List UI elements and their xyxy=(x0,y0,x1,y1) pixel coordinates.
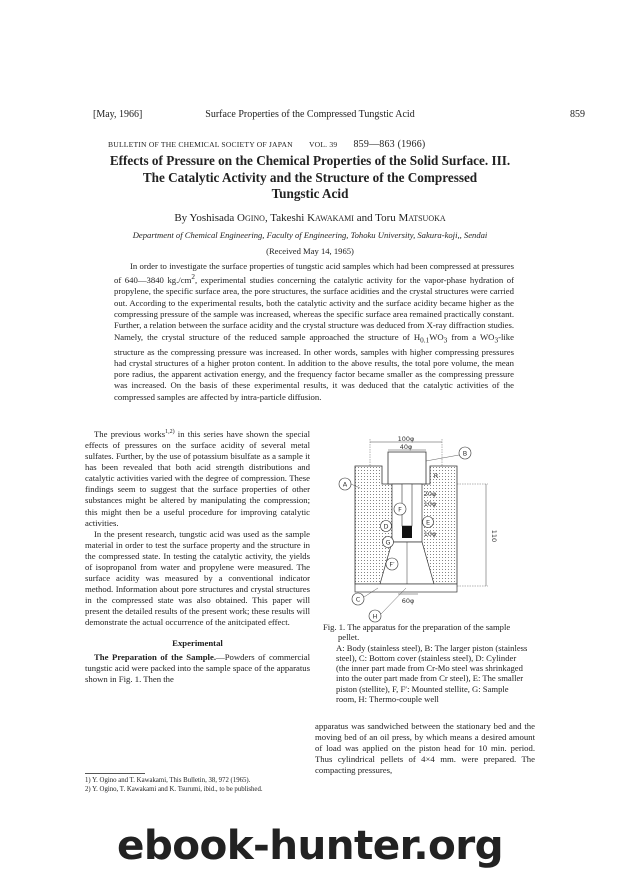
label-g xyxy=(383,537,394,548)
right-column xyxy=(315,721,535,776)
running-header-date: [May, 1966] xyxy=(93,109,143,120)
svg-text:E: E xyxy=(425,518,431,527)
footnotes xyxy=(85,777,310,794)
section-heading: Experimental xyxy=(172,637,223,648)
figure-caption xyxy=(323,622,528,704)
title-line-2: The Catalytic Activity and the Structure of the Compressed xyxy=(142,169,478,185)
footnote-rule xyxy=(85,773,145,774)
paper-title xyxy=(60,153,560,203)
label-d xyxy=(381,521,392,532)
svg-text:D: D xyxy=(383,522,389,531)
sample-room-g xyxy=(402,526,412,538)
svg-text:C: C xyxy=(355,595,361,604)
journal-pages: 859—863 (1966) xyxy=(353,139,426,150)
label-f xyxy=(394,503,406,515)
watermark-banner: ebook-hunter.org xyxy=(117,821,503,869)
svg-text:B: B xyxy=(462,449,468,458)
svg-text:A: A xyxy=(342,480,348,489)
authors-and: and xyxy=(356,212,373,224)
author-2-family: Kawakami xyxy=(307,212,354,224)
left-column xyxy=(85,427,310,685)
svg-text:F: F xyxy=(398,505,402,514)
sub-heading: The Preparation of the Sample. xyxy=(94,651,216,662)
dim-r: R xyxy=(433,472,439,480)
author-1-family: Ogino xyxy=(237,212,265,224)
affiliation: Department of Chemical Engineering, Faculty of Engineering, Tohoku University, Sakura-koji,, Sendai xyxy=(132,230,488,240)
larger-piston-b xyxy=(388,452,426,484)
footnote-2: 2) Y. Ogino, T. Kawakami and K. Tsurumi, ibid., to be published. xyxy=(85,785,263,793)
caption-legend: A: Body (stainless steel), B: The larger piston (stainless steel), C: Bottom cover (stainless steel), D: Cylinder (the inner part made from Cr-Mo steel was shrinkaged into the outer part made from Cr steel), E: The smaller piston (stellite), F, F′: Mounted stellite, G: Sample room, H: Thermo-couple well xyxy=(336,642,528,705)
body-paragraph-1: The previous works$^{1,2)}$ in this series have shown the special effects of pressures on the surface acidity of several metal sulfates. Further, by the use of potassium bisulfate as a sample it has been revealed that both acid strength distributions and catalytic activities varied with the degree of compression. These findings seem to suggest that the surface properties of other substances might be altered by manipulating the compression; this might then be a useful procedure for improving catalytic activities. xyxy=(85,428,310,528)
journal-line xyxy=(108,139,425,150)
label-e xyxy=(423,517,434,528)
author-line: By Yoshisada Ogino, Takeshi Kawakami and Toru Matsuoka xyxy=(174,212,446,224)
author-3-given: Toru xyxy=(375,212,396,224)
dim-20: 20φ xyxy=(423,490,437,498)
received-date: (Received May 14, 1965) xyxy=(266,246,354,256)
svg-text:H: H xyxy=(372,612,378,621)
footnote-1: 1) Y. Ogino and T. Kawakami, This Bulletin, 38, 972 (1965). xyxy=(85,777,251,784)
dim-10b: 10φ xyxy=(423,530,437,538)
author-1-given: Yoshisada xyxy=(189,212,235,224)
author-3-family: Matsuoka xyxy=(398,212,446,224)
authors-by: By xyxy=(174,212,188,224)
author-2-given: Takeshi xyxy=(270,212,305,224)
body-paragraph-2: In the present research, tungstic acid was used as the sample material in order to test the surface property and the structure in the compressed state. In testing the catalytic activity, the yields of isopropanol from water and propylene were measured. The surface acidity was measured by a conventional indicator method. Information about pore structures and crystal structures in the compressed state was also obtained. This paper will present the detailed results of the present work; these results will demonstrate the actual occurrence of the anitcipated effect. xyxy=(85,528,310,628)
body-paragraph-4: apparatus was sandwiched between the stationary bed and the moving bed of an oil press, by which means a desired amount of load was applied on the piston head for 10 min. period. Thus cylindrical pellets of 4×4 mm. were prepared. The compacting pressures, xyxy=(315,721,535,776)
apparatus-figure xyxy=(330,436,510,626)
dim-10a: 10φ xyxy=(423,500,437,508)
svg-text:G: G xyxy=(385,538,391,547)
svg-text:F′: F′ xyxy=(389,560,395,569)
journal-volume: VOL. 39 xyxy=(308,140,338,149)
running-header-title: Surface Properties of the Compressed Tungstic Acid xyxy=(205,109,415,120)
page-number: 859 xyxy=(570,109,585,120)
label-b xyxy=(426,447,471,461)
title-line-3: Tungstic Acid xyxy=(271,186,349,201)
dim-100: 100φ xyxy=(397,436,415,443)
label-h xyxy=(369,588,406,622)
abstract: In order to investigate the surface properties of tungstic acid samples which had been compressed at pressures of 640—3840 $kg./cm^2$, experimental studies concerning the catalytic activity for the vapor-phase hydration of propylene, the specific surface area, the pore structures, the surface acidities and the crystal structures were carried out. According to the experimental results, both the catalytic activity and the surface acidity became higher as the compressing pressure of the sample was increased, whereas the specific surface area remained practically constant. Further, a relation between the surface acidity and the crystal structure was deduced from X-ray diffraction studies. Namely, the crystal structure of the reduced sample approached the structure of $H_{0.1}WO_3$ from a $WO_3$-like structure as the compressing pressure was increased. In other words, samples with higher compressing pressures had crystal structures of a higher proton content. In addition to the above results, the total pore volume, the mean pore radius, the apparent activation energy, and the frequency factor became smaller as the compressing pressure was increased. On the basis of these experimental results, it was deduced that the catalytic activities of the compressed samples are affected by intra-particle diffusion. xyxy=(114,261,515,402)
label-f-prime xyxy=(386,558,398,570)
dim-40: 40φ xyxy=(399,443,413,451)
caption-title: Fig. 1. The apparatus for the preparation of the sample pellet. xyxy=(323,622,511,643)
body-paragraph-3: The Preparation of the Sample.—Powders of commercial tungstic acid were packed into the sample space of the apparatus shown in Fig. 1. Then the xyxy=(85,651,310,684)
dim-110: 110 xyxy=(490,529,498,543)
title-line-1: Effects of Pressure on the Chemical Properties of the Solid Surface. III. xyxy=(109,153,511,168)
dim-60: 60φ xyxy=(401,597,415,605)
journal-name: BULLETIN OF THE CHEMICAL SOCIETY OF JAPAN xyxy=(108,140,293,149)
